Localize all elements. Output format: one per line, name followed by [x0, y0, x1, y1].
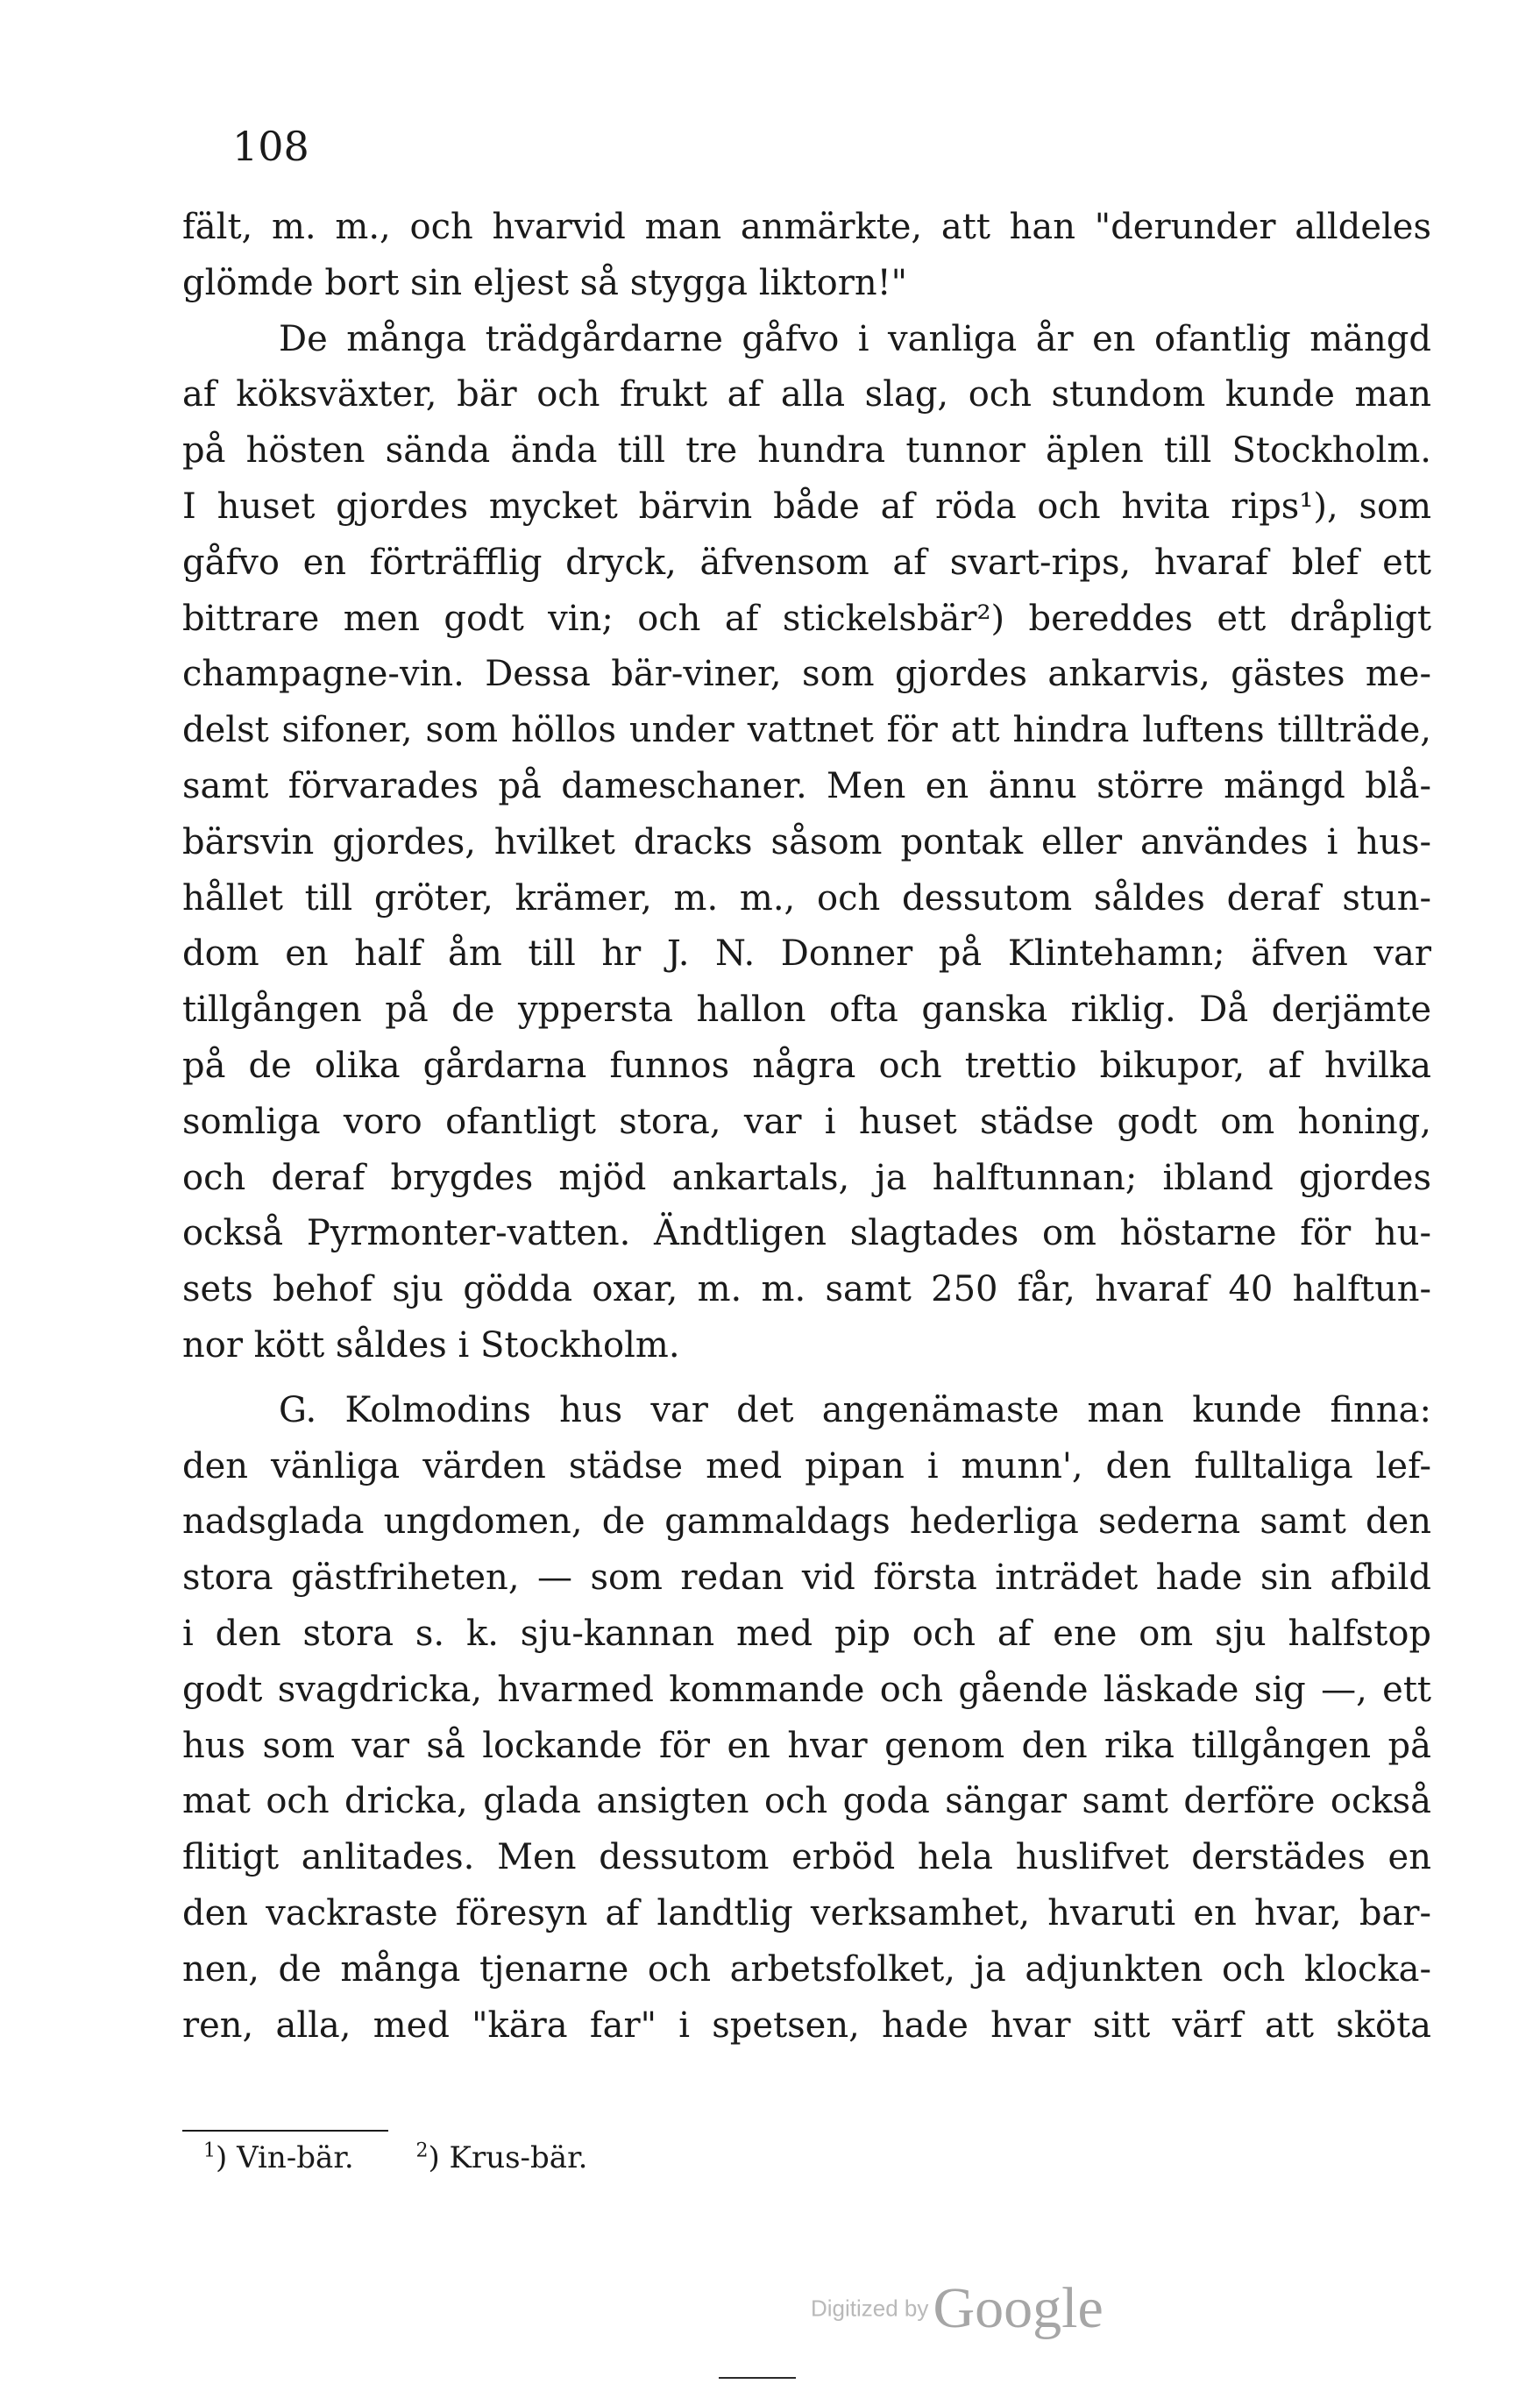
bottom-rule [719, 2377, 796, 2379]
digitized-watermark [811, 2275, 1104, 2342]
text-line: af köksväxter, bär och frukt af alla slag, och stundom kunde man [182, 374, 1431, 415]
text-line: delst sifoner, som höllos under vattnet för att hindra luftens tillträde, [182, 710, 1431, 751]
text-line: dom en half åm till hr J. N. Donner på Klintehamn; äfven var [182, 933, 1431, 975]
text-line: glömde bort sin eljest så stygga liktorn!" [182, 262, 908, 303]
text-line: hus som var så lockande för en hvar genom den rika tillgången på [182, 1725, 1431, 1766]
text-line: stora gästfriheten, — som redan vid första inträdet hade sin afbild [182, 1557, 1431, 1599]
text-line: nadsglada ungdomen, de gammaldags hederliga sederna samt den [182, 1501, 1431, 1543]
text-line: nen, de många tjenarne och arbetsfolket, ja adjunkten och klocka- [182, 1948, 1431, 1990]
text-line: champagne-vin. Dessa bär-viner, som gjordes ankarvis, gästes me- [182, 654, 1431, 695]
text-line: samt förvarades på dameschaner. Men en ännu större mängd blå- [182, 765, 1431, 806]
text-line: ren, alla, med "kära far" i spetsen, hade hvar sitt värf att sköta [182, 2004, 1431, 2046]
text-line: bärsvin gjordes, hvilket dracks såsom pontak eller användes i hus- [182, 821, 1431, 862]
text-line: godt svagdricka, hvarmed kommande och gående läskade sig —, ett [182, 1669, 1431, 1710]
footnote-mark: 1 [203, 2140, 216, 2162]
text-line: hållet till gröter, krämer, m. m., och dessutom såldes deraf stun- [182, 877, 1431, 919]
text-line: nor kött såldes i Stockholm. [182, 1324, 680, 1366]
text-line: I huset gjordes mycket bärvin både af röda och hvita rips¹), som [182, 486, 1431, 527]
text-line: sets behof sju gödda oxar, m. m. samt 250 får, hvaraf 40 halftun- [182, 1269, 1431, 1310]
footnotes [203, 2140, 640, 2175]
paragraph-start-line: De många trädgårdarne gåfvo i vanliga år en ofantlig mängd [279, 318, 1431, 359]
page-number: 108 [232, 123, 309, 170]
text-line: mat och dricka, glada ansigten och goda sängar samt derföre också [182, 1781, 1431, 1822]
footnote-text: Krus-bär. [449, 2140, 588, 2176]
text-line: också Pyrmonter-vatten. Ändtligen slagtades om höstarne för hu- [182, 1213, 1431, 1254]
text-line: den vackraste föresyn af landtlig verksamhet, hvaruti en hvar, bar- [182, 1892, 1431, 1933]
text-line: gåfvo en förträfflig dryck, äfvensom af svart-rips, hvaraf blef ett [182, 542, 1431, 583]
text-line: och deraf brygdes mjöd ankartals, ja halftunnan; ibland gjordes [182, 1157, 1431, 1198]
footnote-mark: 2 [415, 2140, 429, 2162]
text-line: på hösten sända ända till tre hundra tunnor äplen till Stockholm. [182, 430, 1431, 472]
paragraph-start-line: G. Kolmodins hus var det angenämaste man kunde finna: [279, 1389, 1431, 1430]
text-line: på de olika gårdarna funnos några och trettio bikupor, af hvilka [182, 1045, 1431, 1086]
footnote: $^2$) Krus-bär. [415, 2140, 588, 2176]
text-line: tillgången på de yppersta hallon ofta ganska riklig. Då derjämte [182, 990, 1431, 1031]
footnote-text: Vin-bär. [237, 2140, 354, 2176]
text-line: fält, m. m., och hvarvid man anmärkte, att han "derunder alldeles [182, 207, 1431, 247]
body-text [182, 200, 1431, 2054]
footnote-rule [182, 2130, 388, 2132]
text-line: i den stora s. k. sju-kannan med pip och af ene om sju halfstop [182, 1613, 1431, 1654]
watermark-brand: Google [933, 2276, 1104, 2340]
watermark-prefix: Digitized by [811, 2295, 929, 2322]
text-line: somliga voro ofantligt stora, var i huset städse godt om honing, [182, 1101, 1431, 1142]
text-line: flitigt anlitades. Men dessutom erböd hela huslifvet derstädes en [182, 1837, 1431, 1878]
text-line: bittrare men godt vin; och af stickelsbär²) bereddes ett dråpligt [182, 598, 1431, 639]
footnote: $^1$) Vin-bär. [203, 2140, 354, 2176]
text-line: den vänliga värden städse med pipan i munn', den fulltaliga lef- [182, 1445, 1431, 1486]
